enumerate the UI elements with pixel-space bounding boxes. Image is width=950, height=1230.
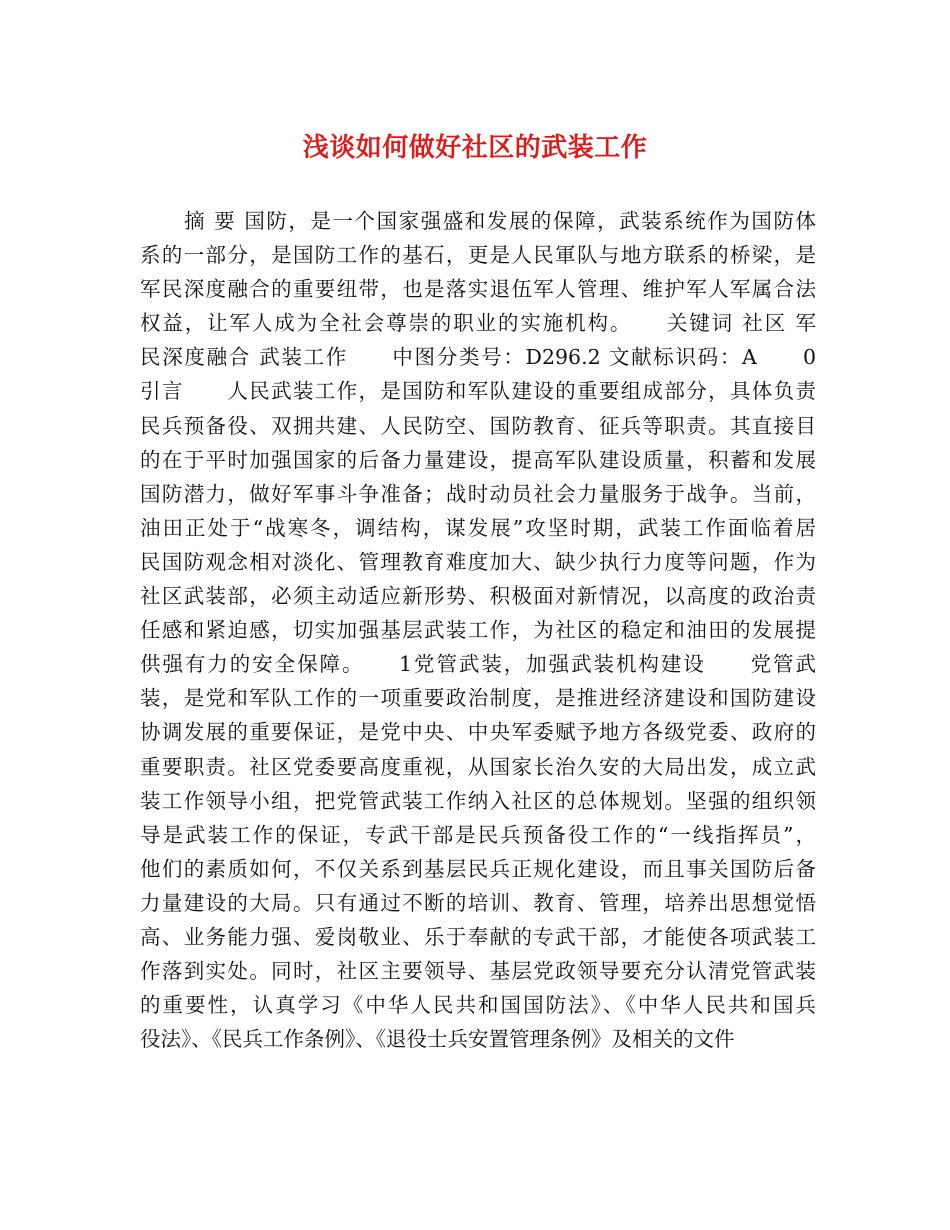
body-line: 军民深度融合的重要纽带，也是落实退伍军人管理、维护军人军属合法 xyxy=(140,277,816,302)
body-line: 权益，让军人成为全社会尊崇的职业的实施机构。 关键词 社区 军 xyxy=(140,311,816,336)
body-line: 民国防观念相对淡化、管理教育难度加大、缺少执行力度等问题，作为 xyxy=(140,549,816,574)
body-line: 他们的素质如何，不仅关系到基层民兵正规化建设，而且事关国防后备 xyxy=(140,856,816,881)
body-line: 的重要性，认真学习《中华人民共和国国防法》、《中华人民共和国兵 xyxy=(140,993,816,1018)
body-line: 重要职责。社区党委要高度重视，从国家长治久安的大局出发，成立武 xyxy=(140,754,816,779)
body-line: 系的一部分，是国防工作的基石，更是人民軍队与地方联系的桥梁，是 xyxy=(140,243,816,268)
body-line: 供强有力的安全保障。 1党管武装，加强武装机构建设 党管武 xyxy=(140,652,816,677)
body-line: 协调发展的重要保证，是党中央、中央军委赋予地方各级党委、政府的 xyxy=(140,720,816,745)
document-title: 浅谈如何做好社区的武装工作 xyxy=(302,133,648,163)
body-line: 任感和紧迫感，切实加强基层武装工作，为社区的稳定和油田的发展提 xyxy=(140,618,816,643)
body-line: 国防潜力，做好军事斗争准备；战时动员社会力量服务于战争。当前， xyxy=(140,481,816,506)
body-line: 导是武装工作的保证，专武干部是民兵预备役工作的“一线指挥员”， xyxy=(140,822,816,847)
document-body xyxy=(140,204,816,1056)
body-line: 力量建设的大局。只有通过不断的培训、教育、管理，培养出思想觉悟 xyxy=(140,890,816,915)
body-line: 装工作领导小组，把党管武装工作纳入社区的总体规划。坚强的组织领 xyxy=(140,788,816,813)
body-line: 民兵预备役、双拥共建、人民防空、国防教育、征兵等职责。其直接目 xyxy=(140,413,816,438)
body-line: 作落到实处。同时，社区主要领导、基层党政领导要充分认清党管武装 xyxy=(140,959,816,984)
body-line: 社区武装部，必须主动适应新形势、积极面对新情况，以高度的政治责 xyxy=(140,584,816,609)
body-line: 引言 人民武装工作，是国防和军队建设的重要组成部分，具体负责 xyxy=(140,379,816,404)
body-line: 役法》、《民兵工作条例》、《退役士兵安置管理条例》及相关的文件 xyxy=(140,1027,735,1052)
body-line: 装，是党和军队工作的一项重要政治制度，是推进经济建设和国防建设 xyxy=(140,686,816,711)
body-line: 油田正处于“战寒冬，调结构，谋发展”攻坚时期，武装工作面临着居 xyxy=(140,515,816,540)
body-line: 高、业务能力强、爱岗敬业、乐于奉献的专武干部，才能使各项武装工 xyxy=(140,924,816,949)
body-line: 摘 要 国防，是一个国家强盛和发展的保障，武装系统作为国防体 xyxy=(140,209,816,233)
body-line: 的在于平时加强国家的后备力量建设，提高军队建设质量，积蓄和发展 xyxy=(140,447,816,472)
body-line: 民深度融合 武装工作 中图分类号：D296.2 文献标识码：A 0 xyxy=(140,345,816,370)
